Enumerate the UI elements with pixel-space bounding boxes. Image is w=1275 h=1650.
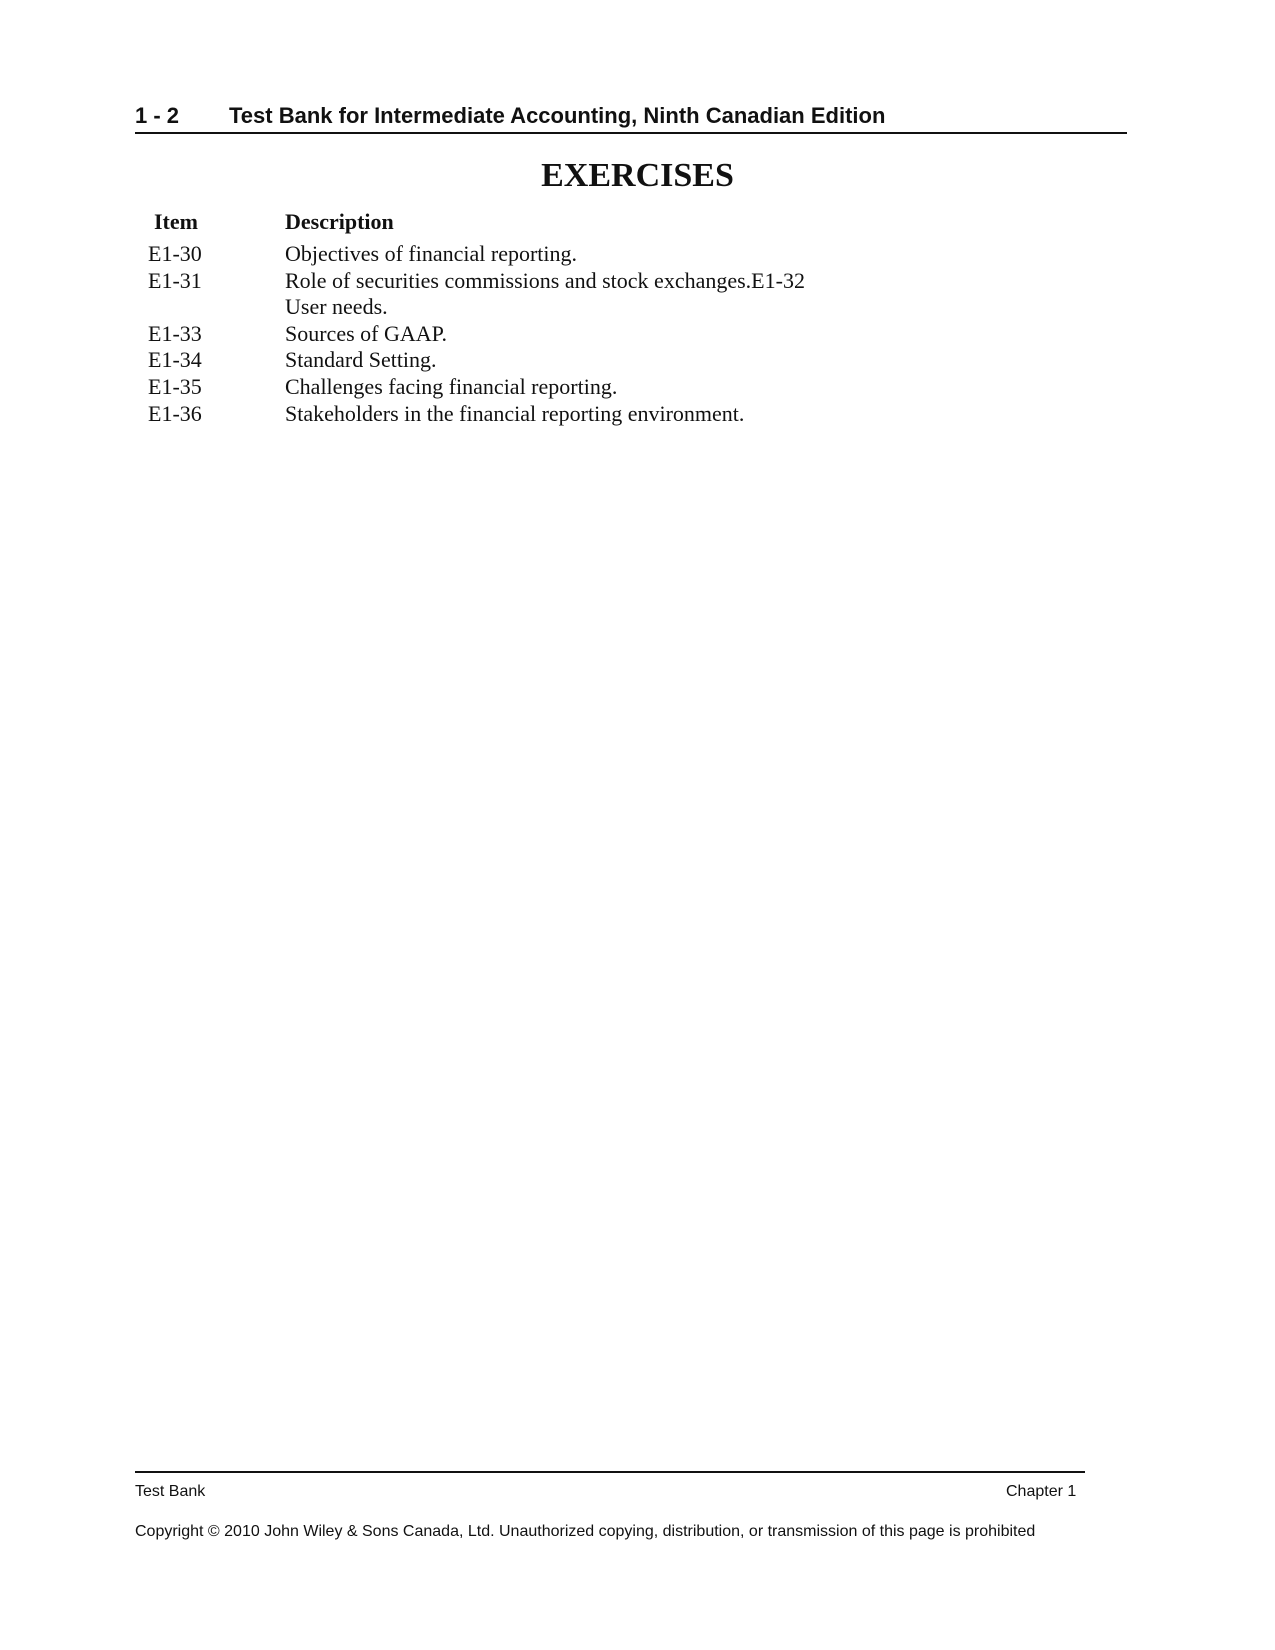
table-row <box>135 241 1035 268</box>
item-id: E1-30 <box>148 241 202 266</box>
footer-divider <box>135 1471 1085 1473</box>
item-id: E1-31 <box>148 267 202 293</box>
running-header <box>135 104 1127 134</box>
item-id: E1-35 <box>148 373 202 399</box>
table-row <box>135 401 1035 428</box>
item-id: E1-33 <box>148 320 202 346</box>
footer-left-label: Test Bank <box>135 1483 206 1500</box>
item-description: Standard Setting. <box>285 347 437 373</box>
table-row <box>135 321 1035 348</box>
item-description: Sources of GAAP. <box>285 320 447 346</box>
item-description: Challenges facing financial reporting. <box>285 373 618 399</box>
exercise-rows <box>135 241 1035 427</box>
item-id: E1-34 <box>148 347 202 373</box>
footer-chapter-label: Chapter 1 <box>1006 1483 1077 1500</box>
column-header-item: Item <box>154 209 198 234</box>
table-row <box>135 294 1035 321</box>
item-description: User needs. <box>285 294 388 320</box>
table-row <box>135 268 1035 295</box>
book-title: Test Bank for Intermediate Accounting, Ninth Canadian Edition <box>229 103 886 128</box>
table-row <box>135 374 1035 401</box>
item-description: Objectives of financial reporting. <box>285 241 578 266</box>
table-row <box>135 347 1035 374</box>
item-description: Role of securities commissions and stock exchanges.E1-32 <box>285 267 805 293</box>
column-header-description: Description <box>285 209 394 234</box>
copyright-notice: Copyright © 2010 John Wiley & Sons Canada, Ltd. Unauthorized copying, distribution, or transmission of this page is prohibited <box>135 1523 1036 1540</box>
page-number: 1 - 2 <box>135 103 180 128</box>
section-title: EXERCISES <box>541 157 734 194</box>
item-description: Stakeholders in the financial reporting environment. <box>285 400 745 426</box>
item-id: E1-36 <box>148 400 202 426</box>
